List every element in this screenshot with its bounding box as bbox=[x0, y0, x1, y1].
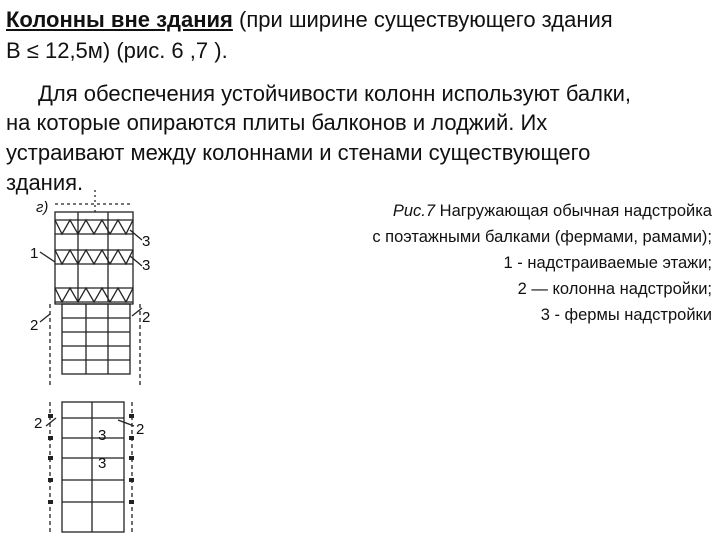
label-1: 1 bbox=[30, 245, 39, 262]
paragraph-line-3: устраивают между колоннами и стенами существующего bbox=[6, 140, 591, 165]
truss-row-3 bbox=[55, 288, 133, 302]
label-2-left: 2 bbox=[30, 317, 39, 334]
heading-rest: (при ширине существующего здания bbox=[232, 7, 613, 32]
heading-bold-title: Колонны вне здания bbox=[6, 7, 233, 32]
existing-building-grid bbox=[62, 304, 130, 374]
truss-row-1 bbox=[55, 220, 133, 234]
heading-line-1 bbox=[6, 7, 613, 33]
label-3-bottom: 3 bbox=[98, 427, 107, 444]
truss-row-2 bbox=[55, 250, 133, 264]
label-3a: 3 bbox=[142, 233, 151, 250]
building-superstructure-drawing bbox=[0, 190, 260, 540]
paragraph-line-1: Для обеспечения устойчивости колонн используют балки, bbox=[38, 81, 632, 106]
figure-sub-label: г) bbox=[36, 199, 49, 216]
paragraph-line-2: на которые опираются плиты балконов и лоджий. Их bbox=[6, 110, 548, 135]
label-3-lowest: 3 bbox=[98, 455, 107, 472]
caption-line-5: 3 - фермы надстройки bbox=[540, 306, 712, 324]
caption-line-3: 1 - надстраиваемые этажи; bbox=[503, 254, 712, 272]
caption-title: Нагружающая обычная надстройка bbox=[435, 202, 712, 220]
label-2-right: 2 bbox=[142, 309, 151, 326]
paragraph-line-4: здания. bbox=[6, 170, 84, 195]
lower-fragment-grid bbox=[62, 402, 124, 532]
label-2-bottom-left: 2 bbox=[34, 415, 43, 432]
heading-line-2: В ≤ 12,5м) (рис. 6 ,7 ). bbox=[6, 38, 228, 63]
label-2-bottom-right: 2 bbox=[136, 421, 145, 438]
label-3b: 3 bbox=[142, 257, 151, 274]
figure-caption bbox=[332, 198, 712, 328]
caption-fig-label: Рис.7 bbox=[392, 202, 436, 220]
caption-line-2: с поэтажными балками (фермами, рамами); bbox=[372, 228, 712, 246]
caption-line-4: 2 — колонна надстройки; bbox=[517, 280, 712, 298]
